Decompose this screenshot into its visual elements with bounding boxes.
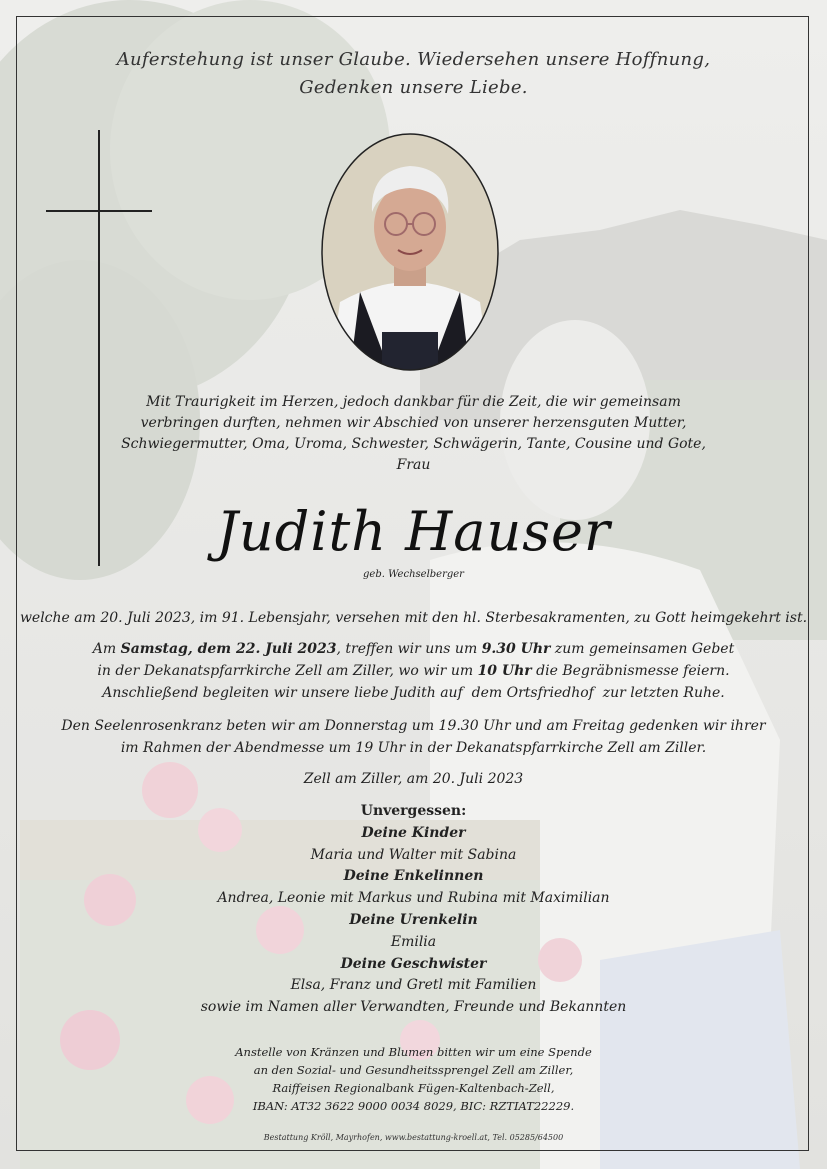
- grandchildren-names: Andrea, Leonie mit Markus und Rubina mit Maximilian: [217, 890, 610, 907]
- maiden-name: geb. Wechselberger: [363, 569, 464, 580]
- donation-line-2: an den Sozial- und Gesundheitssprengel Zell am Ziller,: [253, 1063, 574, 1077]
- all-relatives: sowie im Namen aller Verwandten, Freunde und Bekannten: [200, 999, 627, 1016]
- service-text: [0, 638, 827, 704]
- intro-line-2: verbringen durften, nehmen wir Abschied von unserer herzensguten Mutter,: [140, 415, 687, 431]
- motto-line-2: Gedenken unsere Liebe.: [299, 77, 528, 98]
- place-date: Zell am Ziller, am 20. Juli 2023: [303, 771, 524, 787]
- children-names: Maria und Walter mit Sabina: [310, 846, 517, 863]
- service-line-3: Anschließend begleiten wir unsere liebe Judith auf dem Ortsfriedhof zur letzten Ruhe.: [102, 685, 725, 701]
- motto: [0, 46, 827, 102]
- funeral-home-footer: Bestattung Kröll, Mayrhofen, www.bestattung-kroell.at, Tel. 05285/64500: [263, 1133, 564, 1142]
- great-grandchild-heading: Deine Urenkelin: [349, 911, 478, 928]
- portrait-photo: [320, 132, 500, 372]
- mourners-heading: Unvergessen:: [360, 803, 467, 819]
- great-grandchild-names: Emilia: [390, 933, 437, 950]
- children-heading: Deine Kinder: [361, 824, 466, 841]
- service-text-part: Am: [92, 641, 121, 657]
- service-text-part: die Begräbnismesse feiern.: [531, 663, 730, 679]
- donation-line-1: Anstelle von Kränzen und Blumen bitten wir um eine Spende: [235, 1045, 592, 1059]
- rosary-text: [0, 715, 827, 759]
- mourners-list: [0, 801, 827, 1019]
- deceased-name: Judith Hauser: [216, 500, 611, 563]
- cross-icon-bar: [46, 210, 152, 212]
- service-text-part: zum gemeinsamen Gebet: [550, 641, 735, 657]
- rosary-line-1: Den Seelenrosenkranz beten wir am Donnerstag um 19.30 Uhr und am Freitag gedenken wir ihrer: [61, 718, 766, 734]
- service-date: Samstag, dem 22. Juli 2023: [120, 641, 337, 657]
- service-text-part: , treffen wir uns um: [336, 641, 482, 657]
- intro-text: [0, 392, 827, 476]
- intro-line-1: Mit Traurigkeit im Herzen, jedoch dankbar für die Zeit, die wir gemeinsam: [146, 394, 681, 410]
- passing-text: welche am 20. Juli 2023, im 91. Lebensjahr, versehen mit den hl. Sterbesakramenten, zu Gott heimgekehrt ist.: [19, 610, 808, 626]
- service-text-part: in der Dekanatspfarrkirche Zell am Ziller, wo wir um: [97, 663, 478, 679]
- grandchildren-heading: Deine Enkelinnen: [343, 868, 484, 885]
- siblings-heading: Deine Geschwister: [340, 955, 487, 972]
- rosary-line-2: im Rahmen der Abendmesse um 19 Uhr in der Dekanatspfarrkirche Zell am Ziller.: [120, 740, 707, 756]
- service-line-2: [0, 660, 827, 682]
- siblings-names: Elsa, Franz und Gretl mit Familien: [290, 977, 537, 994]
- intro-line-4: Frau: [396, 457, 431, 473]
- prayer-time: 9.30 Uhr: [481, 641, 551, 657]
- donation-line-4: IBAN: AT32 3622 9000 0034 8029, BIC: RZTIAT22229.: [252, 1099, 575, 1113]
- donation-note: [0, 1043, 827, 1115]
- intro-line-3: Schwiegermutter, Oma, Uroma, Schwester, Schwägerin, Tante, Cousine und Gote,: [121, 436, 706, 452]
- mass-time: 10 Uhr: [477, 663, 532, 679]
- service-line-1: [0, 638, 827, 660]
- motto-line-1: Auferstehung ist unser Glaube. Wiedersehen unsere Hoffnung,: [116, 49, 711, 70]
- donation-line-3: Raiffeisen Regionalbank Fügen-Kaltenbach-Zell,: [272, 1081, 555, 1095]
